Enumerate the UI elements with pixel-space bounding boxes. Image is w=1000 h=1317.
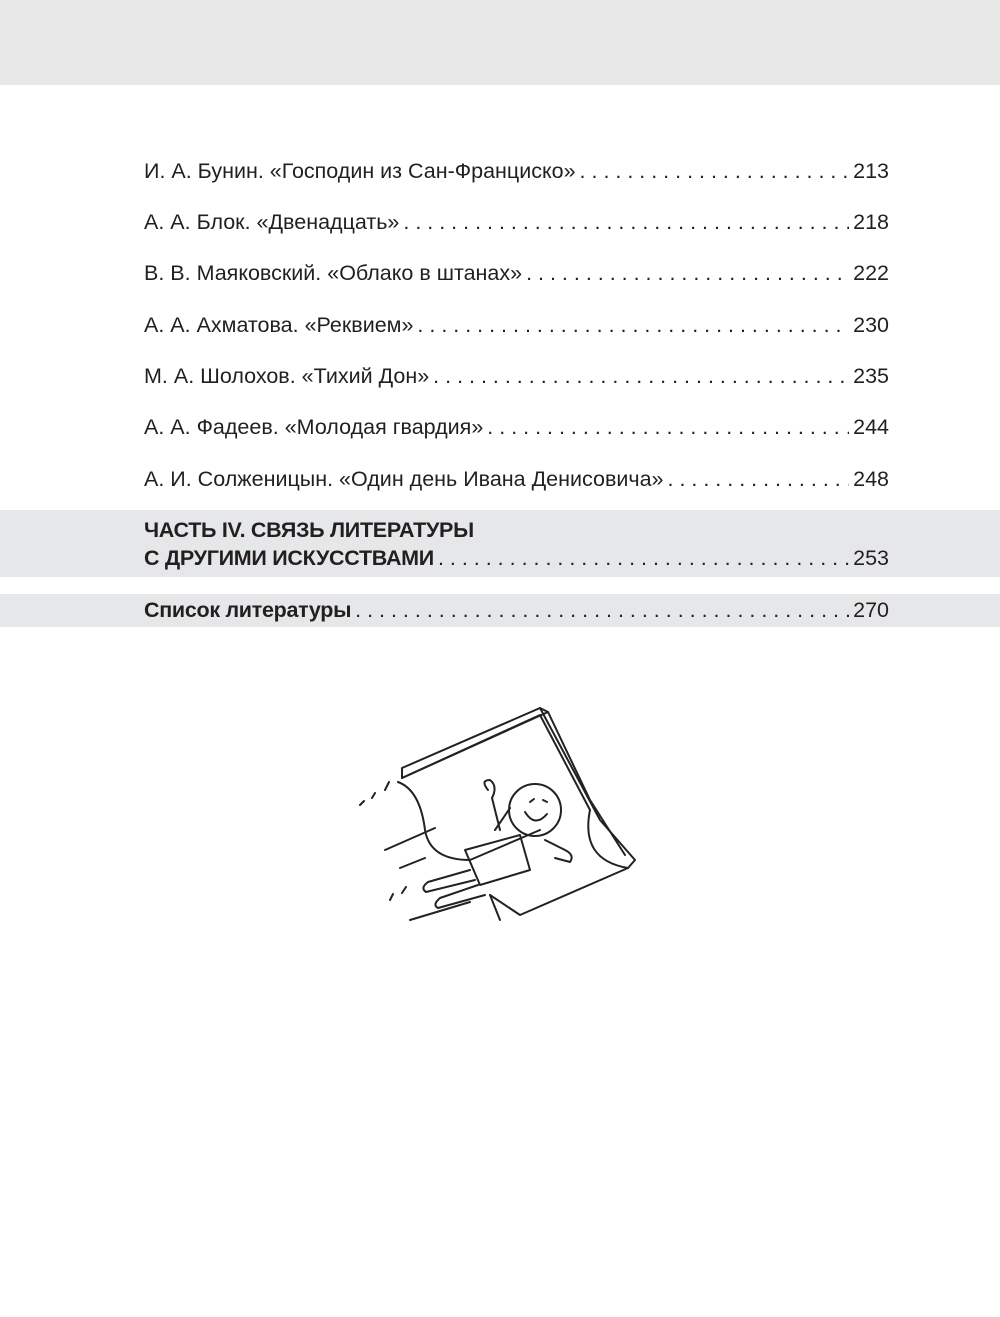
part-4-title-line1: ЧАСТЬ IV. СВЯЗЬ ЛИТЕРАТУРЫ [144, 518, 474, 542]
toc-entry-title: А. А. Фадеев. «Молодая гвардия» [144, 415, 484, 439]
toc-entry-bibliography[interactable] [144, 597, 889, 623]
leader-dots [487, 414, 849, 440]
toc-entry-page: 248 [853, 467, 889, 491]
toc-entry-title: М. А. Шолохов. «Тихий Дон» [144, 364, 430, 388]
leader-dots [580, 158, 850, 184]
toc-entry-part-4[interactable] [144, 545, 889, 571]
toc-entry-title: В. В. Маяковский. «Облако в штанах» [144, 261, 523, 285]
flying-book-boy-illustration [340, 690, 660, 950]
part-4-title-line2: С ДРУГИМИ ИСКУССТВАМИ [144, 546, 434, 570]
toc-entry-page: 270 [853, 598, 889, 622]
bibliography-title: Список литературы [144, 598, 352, 622]
toc-entry-page: 230 [853, 313, 889, 337]
toc-entry-title: А. А. Блок. «Двенадцать» [144, 210, 400, 234]
toc-entry-page: 218 [853, 210, 889, 234]
toc-entry[interactable] [144, 466, 889, 492]
toc-entry-page: 213 [853, 159, 889, 183]
leader-dots [526, 260, 849, 286]
leader-dots [438, 545, 849, 571]
leader-dots [417, 312, 849, 338]
toc-entry[interactable] [144, 363, 889, 389]
toc-entry-page: 222 [853, 261, 889, 285]
toc-entry[interactable] [144, 260, 889, 286]
leader-dots [355, 597, 849, 623]
toc-entry-page: 235 [853, 364, 889, 388]
toc-entry-page: 244 [853, 415, 889, 439]
toc-entry[interactable] [144, 312, 889, 338]
toc-entry-title: А. А. Ахматова. «Реквием» [144, 313, 414, 337]
toc-entry[interactable] [144, 158, 889, 184]
toc-entry-title: А. И. Солженицын. «Один день Ивана Денисовича» [144, 467, 664, 491]
toc-entry-page: 253 [853, 546, 889, 570]
top-header-band [0, 0, 1000, 85]
leader-dots [668, 466, 850, 492]
toc-entry-title: И. А. Бунин. «Господин из Сан-Франциско» [144, 159, 576, 183]
toc-entry[interactable] [144, 414, 889, 440]
leader-dots [403, 209, 849, 235]
toc-entry[interactable] [144, 209, 889, 235]
leader-dots [433, 363, 849, 389]
